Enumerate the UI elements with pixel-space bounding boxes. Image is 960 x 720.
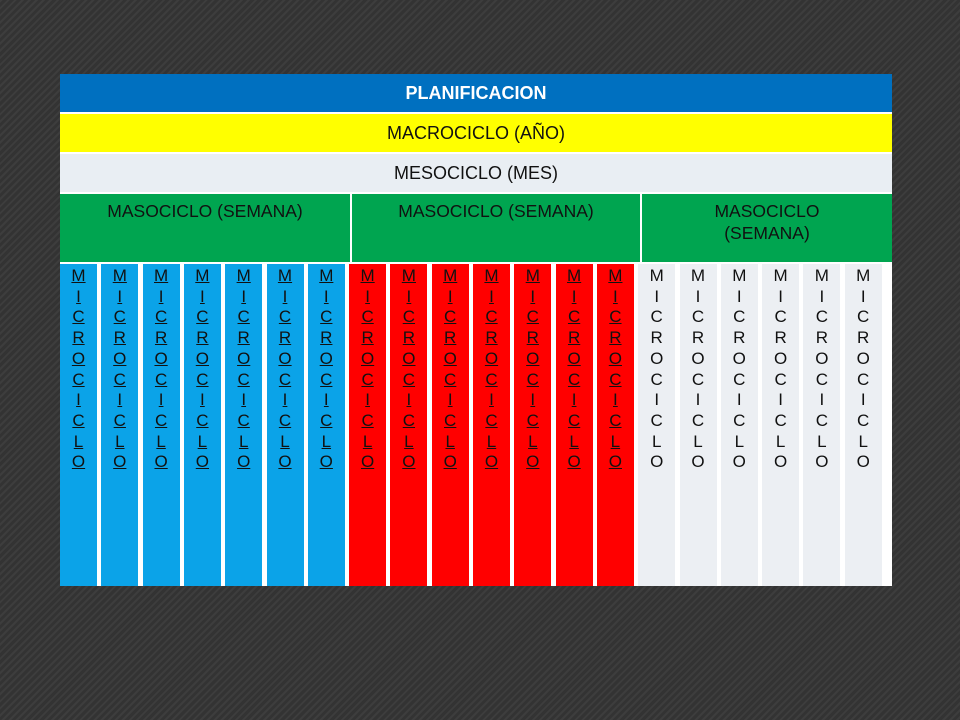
microciclo-letter: L <box>610 431 621 451</box>
microciclo-letter: C <box>650 307 663 327</box>
microciclo-letter: M <box>773 266 788 285</box>
microciclo-letter: C <box>154 369 168 389</box>
microciclo-letter: L <box>817 431 827 451</box>
microciclo-row <box>60 264 892 586</box>
microciclo-letter: I <box>778 390 783 410</box>
microciclo-letter: M <box>443 266 458 285</box>
microciclo-letter: I <box>158 286 164 306</box>
microciclo-cell-6 <box>267 264 304 586</box>
microciclo-letter: M <box>360 266 375 285</box>
microciclo-letter: R <box>113 328 126 348</box>
microciclo-letter: C <box>774 369 787 389</box>
microciclo-letter: O <box>71 452 86 472</box>
microciclo-letter: I <box>695 286 701 306</box>
microciclo-letter: I <box>406 286 412 306</box>
microciclo-cell-1 <box>60 264 97 586</box>
microciclo-letter: C <box>320 369 333 389</box>
microciclo-letter: L <box>156 431 166 451</box>
microciclo-letter: M <box>154 266 169 285</box>
microciclo-letter: O <box>278 452 292 472</box>
microciclo-letter: C <box>196 307 209 327</box>
microciclo-letter: C <box>154 307 168 327</box>
microciclo-letter: C <box>113 369 126 389</box>
week-cell-2 <box>352 194 640 262</box>
microciclo-letter: C <box>113 410 126 430</box>
microciclo-letter: I <box>530 390 536 410</box>
microciclo-letter: M <box>814 266 829 285</box>
microciclo-cell-17 <box>721 264 758 586</box>
microciclo-letter: O <box>402 452 416 472</box>
microciclo-letter: C <box>320 307 333 327</box>
week-cell-1 <box>60 194 350 262</box>
microciclo-letter: C <box>691 369 705 389</box>
microciclo-letter: C <box>237 307 250 327</box>
microciclo-letter: L <box>280 431 290 451</box>
microciclo-letter: O <box>195 348 209 368</box>
microciclo-letter: I <box>447 390 453 410</box>
microciclo-letter: M <box>690 266 706 285</box>
microciclo-letter: R <box>402 328 416 348</box>
microciclo-letter: O <box>113 452 127 472</box>
microciclo-letter: I <box>76 286 81 306</box>
microciclo-letter: O <box>650 452 664 472</box>
microciclo-letter: M <box>112 266 127 285</box>
microciclo-letter: O <box>773 452 788 472</box>
microciclo-letter: I <box>695 390 701 410</box>
microciclo-letter: L <box>693 431 703 451</box>
microciclo-cell-19 <box>803 264 840 586</box>
microciclo-letter: O <box>278 348 292 368</box>
microciclo-letter: I <box>736 286 742 306</box>
microciclo-letter: C <box>691 307 705 327</box>
microciclo-letter: C <box>857 369 870 389</box>
microciclo-letter: C <box>278 369 292 389</box>
microciclo-letter: R <box>72 328 85 348</box>
microciclo-letter: M <box>649 266 664 285</box>
microciclo-letter: R <box>526 328 539 348</box>
microciclo-letter: I <box>158 390 164 410</box>
microciclo-letter: C <box>72 307 85 327</box>
microciclo-letter: R <box>237 328 250 348</box>
microciclo-letter: C <box>815 369 829 389</box>
microciclo-letter: R <box>154 328 168 348</box>
microciclo-letter: L <box>73 431 84 451</box>
microciclo-letter: C <box>485 410 498 430</box>
microciclo-letter: I <box>654 286 660 306</box>
microciclo-letter: O <box>608 452 622 472</box>
microciclo-letter: L <box>197 431 208 451</box>
microciclo-letter: M <box>856 266 871 285</box>
microciclo-letter: O <box>319 348 333 368</box>
week-cell-3 <box>642 194 892 262</box>
microciclo-letter: C <box>444 307 457 327</box>
microciclo-letter: O <box>154 348 168 368</box>
microciclo-letter: O <box>154 452 168 472</box>
microciclo-letter: L <box>734 431 745 451</box>
microciclo-letter: C <box>237 410 250 430</box>
planificacion-header <box>60 74 892 112</box>
microciclo-letter: C <box>567 307 581 327</box>
microciclo-letter: R <box>733 328 746 348</box>
microciclo-letter: O <box>567 348 581 368</box>
microciclo-cell-4 <box>184 264 221 586</box>
microciclo-letter: R <box>278 328 292 348</box>
microciclo-cell-2 <box>101 264 138 586</box>
microciclo-letter: C <box>278 410 292 430</box>
microciclo-letter: I <box>530 286 536 306</box>
microciclo-letter: R <box>609 328 622 348</box>
microciclo-letter: C <box>526 307 539 327</box>
microciclo-letter: C <box>650 410 663 430</box>
microciclo-letter: O <box>526 452 540 472</box>
microciclo-cell-8 <box>349 264 386 586</box>
microciclo-letter: L <box>445 431 455 451</box>
microciclo-letter: R <box>650 328 663 348</box>
microciclo-letter: C <box>526 410 539 430</box>
microciclo-letter: C <box>526 369 539 389</box>
planificacion-label: PLANIFICACION <box>405 82 547 103</box>
microciclo-letter: O <box>237 452 251 472</box>
microciclo-cell-11 <box>473 264 510 586</box>
weeks-row <box>60 194 892 262</box>
microciclo-letter: C <box>154 410 168 430</box>
microciclo-letter: L <box>858 431 868 451</box>
microciclo-letter: C <box>485 369 498 389</box>
microciclo-letter: O <box>113 348 127 368</box>
microciclo-letter: O <box>773 348 788 368</box>
mesociclo-label: MESOCICLO (MES) <box>393 162 558 183</box>
microciclo-letter: R <box>691 328 705 348</box>
microciclo-letter: M <box>567 266 582 285</box>
microciclo-letter: O <box>443 452 457 472</box>
microciclo-letter: M <box>277 266 293 285</box>
microciclo-letter: O <box>691 348 705 368</box>
microciclo-letter: C <box>278 307 292 327</box>
microciclo-letter: R <box>196 328 209 348</box>
microciclo-letter: O <box>650 348 664 368</box>
microciclo-letter: C <box>567 369 581 389</box>
microciclo-cell-5 <box>225 264 262 586</box>
microciclo-letter: C <box>237 369 250 389</box>
microciclo-letter: I <box>200 286 205 306</box>
microciclo-cell-18 <box>762 264 799 586</box>
microciclo-letter: I <box>819 390 825 410</box>
microciclo-letter: I <box>447 286 453 306</box>
microciclo-letter: R <box>485 328 498 348</box>
microciclo-letter: C <box>609 307 622 327</box>
macrociclo-row <box>60 114 892 152</box>
microciclo-letter: C <box>691 410 705 430</box>
microciclo-letter: C <box>72 369 85 389</box>
microciclo-letter: I <box>613 390 618 410</box>
week-label-2: MASOCICLO (SEMANA) <box>398 201 594 221</box>
microciclo-letter: M <box>401 266 416 285</box>
microciclo-letter: I <box>323 390 329 410</box>
microciclo-letter: O <box>360 348 375 368</box>
microciclo-letter: O <box>567 452 581 472</box>
week-label-3: MASOCICLO (SEMANA) <box>714 201 820 243</box>
microciclo-letter: C <box>774 307 787 327</box>
microciclo-letter: I <box>282 390 288 410</box>
microciclo-letter: M <box>195 266 210 285</box>
microciclo-letter: O <box>732 348 746 368</box>
microciclo-letter: I <box>489 286 494 306</box>
microciclo-letter: I <box>282 286 288 306</box>
microciclo-letter: L <box>775 431 786 451</box>
microciclo-letter: I <box>241 390 247 410</box>
microciclo-letter: R <box>320 328 333 348</box>
microciclo-letter: I <box>406 390 412 410</box>
microciclo-letter: C <box>609 369 622 389</box>
microciclo-cell-3 <box>143 264 180 586</box>
microciclo-letter: O <box>484 452 499 472</box>
microciclo-letter: M <box>732 266 747 285</box>
microciclo-letter: O <box>608 348 622 368</box>
microciclo-letter: C <box>733 369 746 389</box>
microciclo-letter: C <box>444 369 457 389</box>
microciclo-letter: O <box>815 348 829 368</box>
microciclo-cell-7 <box>308 264 345 586</box>
microciclo-letter: O <box>195 452 209 472</box>
microciclo-letter: R <box>774 328 787 348</box>
microciclo-letter: I <box>613 286 618 306</box>
microciclo-letter: C <box>857 410 870 430</box>
microciclo-letter: C <box>815 410 829 430</box>
microciclo-letter: L <box>404 431 414 451</box>
microciclo-letter: C <box>650 369 663 389</box>
microciclo-letter: O <box>484 348 499 368</box>
week-label-1: MASOCICLO (SEMANA) <box>107 201 303 221</box>
microciclo-letter: O <box>856 348 870 368</box>
microciclo-cell-9 <box>390 264 427 586</box>
microciclo-letter: I <box>200 390 205 410</box>
microciclo-letter: R <box>567 328 581 348</box>
microciclo-letter: O <box>815 452 829 472</box>
microciclo-letter: O <box>691 452 705 472</box>
microciclo-cell-10 <box>432 264 469 586</box>
microciclo-letter: O <box>360 452 375 472</box>
microciclo-letter: O <box>319 452 333 472</box>
microciclo-letter: O <box>402 348 416 368</box>
mesociclo-row <box>60 154 892 192</box>
macrociclo-label: MACROCICLO (AÑO) <box>386 122 565 143</box>
microciclo-cell-12 <box>514 264 551 586</box>
microciclo-letter: C <box>72 410 85 430</box>
microciclo-cell-20 <box>845 264 882 586</box>
microciclo-letter: L <box>321 431 332 451</box>
microciclo-letter: C <box>402 410 416 430</box>
microciclo-letter: L <box>362 431 373 451</box>
microciclo-letter: I <box>736 390 742 410</box>
microciclo-letter: L <box>569 431 579 451</box>
microciclo-letter: C <box>567 410 581 430</box>
microciclo-letter: C <box>113 307 126 327</box>
microciclo-letter: I <box>117 286 123 306</box>
microciclo-letter: O <box>732 452 746 472</box>
microciclo-letter: M <box>71 266 86 285</box>
microciclo-cell-15 <box>638 264 675 586</box>
microciclo-letter: C <box>444 410 457 430</box>
microciclo-letter: R <box>815 328 829 348</box>
microciclo-letter: C <box>857 307 870 327</box>
microciclo-letter: C <box>361 307 374 327</box>
microciclo-letter: I <box>571 390 577 410</box>
microciclo-letter: C <box>402 307 416 327</box>
microciclo-letter: C <box>196 369 209 389</box>
microciclo-letter: I <box>860 390 866 410</box>
microciclo-letter: R <box>361 328 374 348</box>
microciclo-letter: I <box>117 390 123 410</box>
microciclo-letter: C <box>485 307 498 327</box>
microciclo-letter: C <box>320 410 333 430</box>
microciclo-letter: M <box>319 266 334 285</box>
microciclo-cell-16 <box>680 264 717 586</box>
microciclo-letter: O <box>443 348 457 368</box>
microciclo-letter: C <box>361 369 374 389</box>
microciclo-letter: C <box>402 369 416 389</box>
microciclo-letter: I <box>241 286 247 306</box>
microciclo-cell-13 <box>556 264 593 586</box>
microciclo-letter: O <box>237 348 251 368</box>
microciclo-letter: L <box>486 431 497 451</box>
microciclo-letter: C <box>609 410 622 430</box>
microciclo-letter: L <box>651 431 662 451</box>
microciclo-letter: C <box>733 410 746 430</box>
microciclo-letter: M <box>236 266 251 285</box>
microciclo-letter: L <box>238 431 249 451</box>
microciclo-letter: O <box>856 452 870 472</box>
microciclo-letter: I <box>489 390 494 410</box>
microciclo-cell-14 <box>597 264 634 586</box>
microciclo-letter: C <box>733 307 746 327</box>
microciclo-letter: L <box>115 431 125 451</box>
microciclo-letter: C <box>196 410 209 430</box>
microciclo-letter: O <box>526 348 540 368</box>
microciclo-letter: I <box>819 286 825 306</box>
microciclo-letter: R <box>857 328 870 348</box>
microciclo-letter: I <box>778 286 783 306</box>
microciclo-letter: I <box>860 286 866 306</box>
microciclo-letter: C <box>815 307 829 327</box>
microciclo-letter: I <box>365 390 370 410</box>
microciclo-letter: I <box>76 390 81 410</box>
microciclo-letter: M <box>484 266 499 285</box>
microciclo-letter: I <box>365 286 370 306</box>
microciclo-letter: M <box>608 266 623 285</box>
microciclo-letter: M <box>525 266 540 285</box>
microciclo-letter: I <box>654 390 660 410</box>
microciclo-letter: C <box>774 410 787 430</box>
planning-table <box>60 74 892 586</box>
microciclo-letter: R <box>444 328 457 348</box>
microciclo-letter: I <box>571 286 577 306</box>
microciclo-letter: L <box>528 431 538 451</box>
microciclo-letter: I <box>323 286 329 306</box>
microciclo-letter: O <box>71 348 86 368</box>
microciclo-letter: C <box>361 410 374 430</box>
